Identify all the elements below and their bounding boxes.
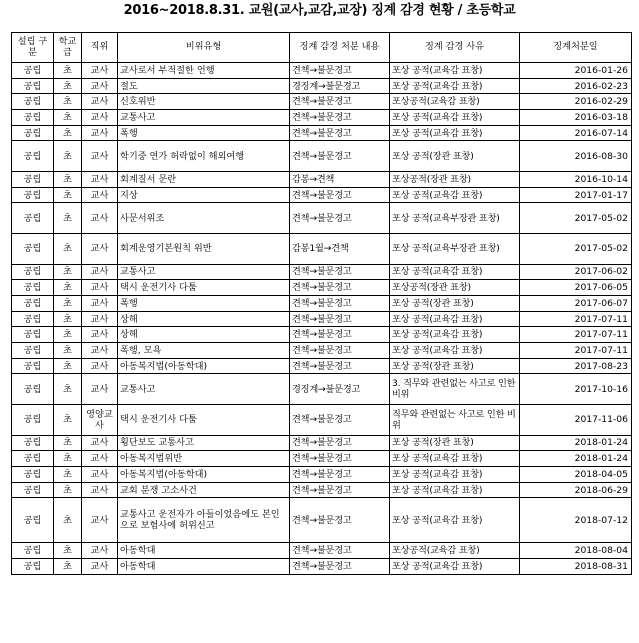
- cell-reduction-detail: 감봉→견책: [290, 172, 390, 188]
- cell-establishment: 공립: [12, 172, 54, 188]
- cell-position: 교사: [82, 94, 118, 110]
- table-row: [12, 343, 632, 359]
- cell-disposition-date: 2016-10-14: [520, 172, 632, 188]
- table-row: [12, 280, 632, 296]
- cell-school-level: 초: [54, 295, 82, 311]
- cell-reduction-reason: 포상 공적(교육감 표창): [390, 264, 520, 280]
- cell-reduction-reason: 포상 공적(교육감 표창): [390, 78, 520, 94]
- cell-school-level: 초: [54, 78, 82, 94]
- table-row: [12, 451, 632, 467]
- cell-school-level: 초: [54, 264, 82, 280]
- cell-reduction-detail: 견책→불문경고: [290, 498, 390, 543]
- cell-reduction-detail: 감봉1월→견책: [290, 234, 390, 265]
- cell-disposition-date: 2017-05-02: [520, 234, 632, 265]
- cell-reduction-detail: 견책→불문경고: [290, 203, 390, 234]
- cell-reduction-reason: 포상공적(장관 표창): [390, 280, 520, 296]
- cell-misconduct-type: 교통사고: [118, 110, 290, 126]
- cell-school-level: 초: [54, 172, 82, 188]
- cell-reduction-detail: 경징계→불문경고: [290, 374, 390, 405]
- cell-reduction-reason: 포상 공적(교육감 표창): [390, 311, 520, 327]
- cell-reduction-reason: 포상 공적(교육부장관 표창): [390, 234, 520, 265]
- cell-establishment: 공립: [12, 559, 54, 575]
- cell-reduction-reason: 포상공적(장관 표창): [390, 172, 520, 188]
- cell-position: 영양교사: [82, 405, 118, 436]
- cell-establishment: 공립: [12, 435, 54, 451]
- cell-misconduct-type: 회계질서 문란: [118, 172, 290, 188]
- cell-disposition-date: 2017-08-23: [520, 358, 632, 374]
- cell-reduction-detail: 견책→불문경고: [290, 94, 390, 110]
- cell-misconduct-type: 학기중 연가 허락없이 해외여행: [118, 141, 290, 172]
- cell-position: 교사: [82, 63, 118, 79]
- cell-school-level: 초: [54, 482, 82, 498]
- cell-misconduct-type: 아동복지법(아동학대): [118, 466, 290, 482]
- cell-misconduct-type: 교사로서 부적절한 언행: [118, 63, 290, 79]
- table-row: [12, 264, 632, 280]
- cell-position: 교사: [82, 482, 118, 498]
- table-row: [12, 295, 632, 311]
- table-row: [12, 543, 632, 559]
- cell-establishment: 공립: [12, 280, 54, 296]
- cell-disposition-date: 2016-08-30: [520, 141, 632, 172]
- cell-reduction-detail: 견책→불문경고: [290, 451, 390, 467]
- cell-reduction-reason: 포상 공적(교육감 표창): [390, 482, 520, 498]
- cell-establishment: 공립: [12, 311, 54, 327]
- cell-reduction-detail: 견책→불문경고: [290, 435, 390, 451]
- header-misconduct-type: 비위유형: [118, 33, 290, 63]
- cell-position: 교사: [82, 187, 118, 203]
- cell-reduction-detail: 견책→불문경고: [290, 559, 390, 575]
- cell-misconduct-type: 교회 분쟁 고소사건: [118, 482, 290, 498]
- cell-school-level: 초: [54, 125, 82, 141]
- cell-disposition-date: 2018-04-05: [520, 466, 632, 482]
- cell-school-level: 초: [54, 94, 82, 110]
- table-row: [12, 482, 632, 498]
- cell-misconduct-type: 아동복지법위반: [118, 451, 290, 467]
- cell-establishment: 공립: [12, 482, 54, 498]
- cell-school-level: 초: [54, 311, 82, 327]
- cell-position: 교사: [82, 343, 118, 359]
- cell-reduction-reason: 포상 공적(장관 표창): [390, 435, 520, 451]
- cell-reduction-reason: 포상 공적(장관 표창): [390, 358, 520, 374]
- table-row: [12, 435, 632, 451]
- cell-position: 교사: [82, 543, 118, 559]
- table-row: [12, 187, 632, 203]
- cell-misconduct-type: 아동학대: [118, 543, 290, 559]
- cell-reduction-detail: 견책→불문경고: [290, 295, 390, 311]
- cell-reduction-detail: 견책→불문경고: [290, 280, 390, 296]
- cell-reduction-reason: 포상 공적(교육감 표창): [390, 327, 520, 343]
- cell-disposition-date: 2017-11-06: [520, 405, 632, 436]
- cell-establishment: 공립: [12, 327, 54, 343]
- cell-establishment: 공립: [12, 451, 54, 467]
- cell-misconduct-type: 상해: [118, 311, 290, 327]
- cell-reduction-reason: 포상 공적(교육감 표창): [390, 125, 520, 141]
- cell-reduction-detail: 견책→불문경고: [290, 110, 390, 126]
- cell-position: 교사: [82, 559, 118, 575]
- header-school-level: 학교 급: [54, 33, 82, 63]
- header-establishment: 설립 구분: [12, 33, 54, 63]
- cell-reduction-reason: 포상 공적(교육부장관 표창): [390, 203, 520, 234]
- cell-misconduct-type: 폭행: [118, 295, 290, 311]
- cell-position: 교사: [82, 311, 118, 327]
- cell-reduction-reason: 포상 공적(장관 표창): [390, 295, 520, 311]
- cell-position: 교사: [82, 498, 118, 543]
- table-row: [12, 203, 632, 234]
- cell-establishment: 공립: [12, 543, 54, 559]
- cell-position: 교사: [82, 141, 118, 172]
- header-disposition-date: 징계처분일: [520, 33, 632, 63]
- cell-disposition-date: 2016-03-18: [520, 110, 632, 126]
- cell-reduction-reason: 포상 공적(교육감 표창): [390, 451, 520, 467]
- cell-disposition-date: 2016-01-26: [520, 63, 632, 79]
- table-row: [12, 234, 632, 265]
- header-reduction-detail: 징계 감경 처분 내용: [290, 33, 390, 63]
- cell-misconduct-type: 사문서위조: [118, 203, 290, 234]
- cell-position: 교사: [82, 295, 118, 311]
- table-body: [12, 63, 632, 575]
- cell-reduction-detail: 견책→불문경고: [290, 327, 390, 343]
- page-title: 2016~2018.8.31. 교원(교사,교감,교장) 징계 감경 현황 / 초등학교: [123, 3, 516, 18]
- cell-establishment: 공립: [12, 141, 54, 172]
- cell-disposition-date: 2018-08-04: [520, 543, 632, 559]
- cell-misconduct-type: 교통사고: [118, 374, 290, 405]
- cell-misconduct-type: 아동학대: [118, 559, 290, 575]
- table-row: [12, 374, 632, 405]
- cell-position: 교사: [82, 78, 118, 94]
- cell-disposition-date: 2017-10-16: [520, 374, 632, 405]
- cell-reduction-reason: 포상공적(교육감 표창): [390, 94, 520, 110]
- cell-reduction-detail: 견책→불문경고: [290, 543, 390, 559]
- cell-misconduct-type: 교통사고 운전자가 아들이었음에도 본인으로 보험사에 허위신고: [118, 498, 290, 543]
- cell-misconduct-type: 신호위반: [118, 94, 290, 110]
- cell-establishment: 공립: [12, 264, 54, 280]
- cell-misconduct-type: 지상: [118, 187, 290, 203]
- cell-reduction-reason: 포상 공적(교육감 표창): [390, 498, 520, 543]
- cell-reduction-detail: 견책→불문경고: [290, 187, 390, 203]
- cell-disposition-date: 2017-06-02: [520, 264, 632, 280]
- cell-school-level: 초: [54, 451, 82, 467]
- cell-misconduct-type: 상해: [118, 327, 290, 343]
- cell-disposition-date: 2017-06-07: [520, 295, 632, 311]
- cell-misconduct-type: 회계운영기본원칙 위반: [118, 234, 290, 265]
- discipline-reduction-table: [11, 32, 632, 575]
- cell-school-level: 초: [54, 435, 82, 451]
- cell-establishment: 공립: [12, 358, 54, 374]
- cell-misconduct-type: 교통사고: [118, 264, 290, 280]
- cell-disposition-date: 2018-01-24: [520, 435, 632, 451]
- cell-misconduct-type: 절도: [118, 78, 290, 94]
- cell-misconduct-type: 택시 운전기사 다툼: [118, 280, 290, 296]
- table-row: [12, 63, 632, 79]
- cell-position: 교사: [82, 451, 118, 467]
- cell-reduction-detail: 견책→불문경고: [290, 311, 390, 327]
- cell-reduction-detail: 견책→불문경고: [290, 141, 390, 172]
- cell-disposition-date: 2018-06-29: [520, 482, 632, 498]
- table-row: [12, 358, 632, 374]
- cell-reduction-reason: 포상 공적(장관 표창): [390, 141, 520, 172]
- cell-establishment: 공립: [12, 374, 54, 405]
- cell-reduction-detail: 견책→불문경고: [290, 405, 390, 436]
- cell-position: 교사: [82, 234, 118, 265]
- cell-reduction-reason: 포상 공적(교육감 표창): [390, 466, 520, 482]
- cell-reduction-reason: 직무와 관련없는 사고로 인한 비위: [390, 405, 520, 436]
- cell-disposition-date: 2017-07-11: [520, 343, 632, 359]
- cell-school-level: 초: [54, 280, 82, 296]
- cell-disposition-date: 2018-01-24: [520, 451, 632, 467]
- cell-establishment: 공립: [12, 466, 54, 482]
- table-row: [12, 110, 632, 126]
- cell-disposition-date: 2016-07-14: [520, 125, 632, 141]
- cell-establishment: 공립: [12, 63, 54, 79]
- cell-position: 교사: [82, 125, 118, 141]
- cell-establishment: 공립: [12, 94, 54, 110]
- table-row: [12, 311, 632, 327]
- cell-position: 교사: [82, 264, 118, 280]
- cell-establishment: 공립: [12, 295, 54, 311]
- cell-reduction-reason: 포상 공적(교육감 표창): [390, 187, 520, 203]
- cell-school-level: 초: [54, 203, 82, 234]
- cell-reduction-detail: 견책→불문경고: [290, 358, 390, 374]
- cell-disposition-date: 2017-07-11: [520, 311, 632, 327]
- cell-school-level: 초: [54, 559, 82, 575]
- cell-reduction-detail: 견책→불문경고: [290, 482, 390, 498]
- cell-school-level: 초: [54, 498, 82, 543]
- cell-establishment: 공립: [12, 203, 54, 234]
- cell-position: 교사: [82, 203, 118, 234]
- header-reduction-reason: 징계 감경 사유: [390, 33, 520, 63]
- cell-reduction-detail: 견책→불문경고: [290, 63, 390, 79]
- cell-misconduct-type: 폭행, 모욕: [118, 343, 290, 359]
- cell-misconduct-type: 택시 운전기사 다툼: [118, 405, 290, 436]
- cell-school-level: 초: [54, 63, 82, 79]
- cell-establishment: 공립: [12, 187, 54, 203]
- cell-position: 교사: [82, 110, 118, 126]
- table-row: [12, 125, 632, 141]
- cell-misconduct-type: 폭행: [118, 125, 290, 141]
- cell-school-level: 초: [54, 234, 82, 265]
- table-row: [12, 172, 632, 188]
- cell-establishment: 공립: [12, 405, 54, 436]
- cell-position: 교사: [82, 374, 118, 405]
- cell-reduction-detail: 견책→불문경고: [290, 466, 390, 482]
- cell-disposition-date: 2017-07-11: [520, 327, 632, 343]
- cell-establishment: 공립: [12, 125, 54, 141]
- cell-reduction-reason: 포상 공적(교육감 표창): [390, 110, 520, 126]
- cell-school-level: 초: [54, 110, 82, 126]
- cell-school-level: 초: [54, 327, 82, 343]
- cell-school-level: 초: [54, 466, 82, 482]
- cell-disposition-date: 2017-01-17: [520, 187, 632, 203]
- cell-disposition-date: 2016-02-23: [520, 78, 632, 94]
- cell-school-level: 초: [54, 343, 82, 359]
- cell-disposition-date: 2018-08-31: [520, 559, 632, 575]
- cell-position: 교사: [82, 172, 118, 188]
- cell-establishment: 공립: [12, 498, 54, 543]
- table-row: [12, 498, 632, 543]
- table-row: [12, 141, 632, 172]
- cell-reduction-detail: 경징계→불문경고: [290, 78, 390, 94]
- cell-reduction-reason: 3. 직무와 관련없는 사고로 인한 비위: [390, 374, 520, 405]
- table-row: [12, 94, 632, 110]
- cell-disposition-date: 2018-07-12: [520, 498, 632, 543]
- table-row: [12, 466, 632, 482]
- table-row: [12, 559, 632, 575]
- cell-position: 교사: [82, 466, 118, 482]
- cell-school-level: 초: [54, 187, 82, 203]
- cell-misconduct-type: 아동복지법(아동학대): [118, 358, 290, 374]
- cell-reduction-reason: 포상공적(교육감 표창): [390, 543, 520, 559]
- cell-disposition-date: 2017-06-05: [520, 280, 632, 296]
- cell-school-level: 초: [54, 358, 82, 374]
- cell-reduction-reason: 포상 공적(교육감 표창): [390, 559, 520, 575]
- cell-position: 교사: [82, 327, 118, 343]
- cell-reduction-detail: 견책→불문경고: [290, 264, 390, 280]
- table-row: [12, 78, 632, 94]
- cell-school-level: 초: [54, 405, 82, 436]
- cell-school-level: 초: [54, 374, 82, 405]
- cell-disposition-date: 2017-05-02: [520, 203, 632, 234]
- cell-misconduct-type: 횡단보도 교통사고: [118, 435, 290, 451]
- cell-establishment: 공립: [12, 78, 54, 94]
- cell-disposition-date: 2016-02-29: [520, 94, 632, 110]
- table-row: [12, 405, 632, 436]
- cell-position: 교사: [82, 280, 118, 296]
- cell-reduction-reason: 포상 공적(교육감 표창): [390, 343, 520, 359]
- cell-school-level: 초: [54, 543, 82, 559]
- cell-establishment: 공립: [12, 234, 54, 265]
- cell-reduction-detail: 견책→불문경고: [290, 343, 390, 359]
- cell-position: 교사: [82, 358, 118, 374]
- header-position: 직위: [82, 33, 118, 63]
- cell-school-level: 초: [54, 141, 82, 172]
- cell-reduction-detail: 견책→불문경고: [290, 125, 390, 141]
- cell-establishment: 공립: [12, 343, 54, 359]
- table-row: [12, 327, 632, 343]
- table-header-row: [12, 33, 632, 63]
- cell-position: 교사: [82, 435, 118, 451]
- cell-reduction-reason: 포상 공적(교육감 표창): [390, 63, 520, 79]
- cell-establishment: 공립: [12, 110, 54, 126]
